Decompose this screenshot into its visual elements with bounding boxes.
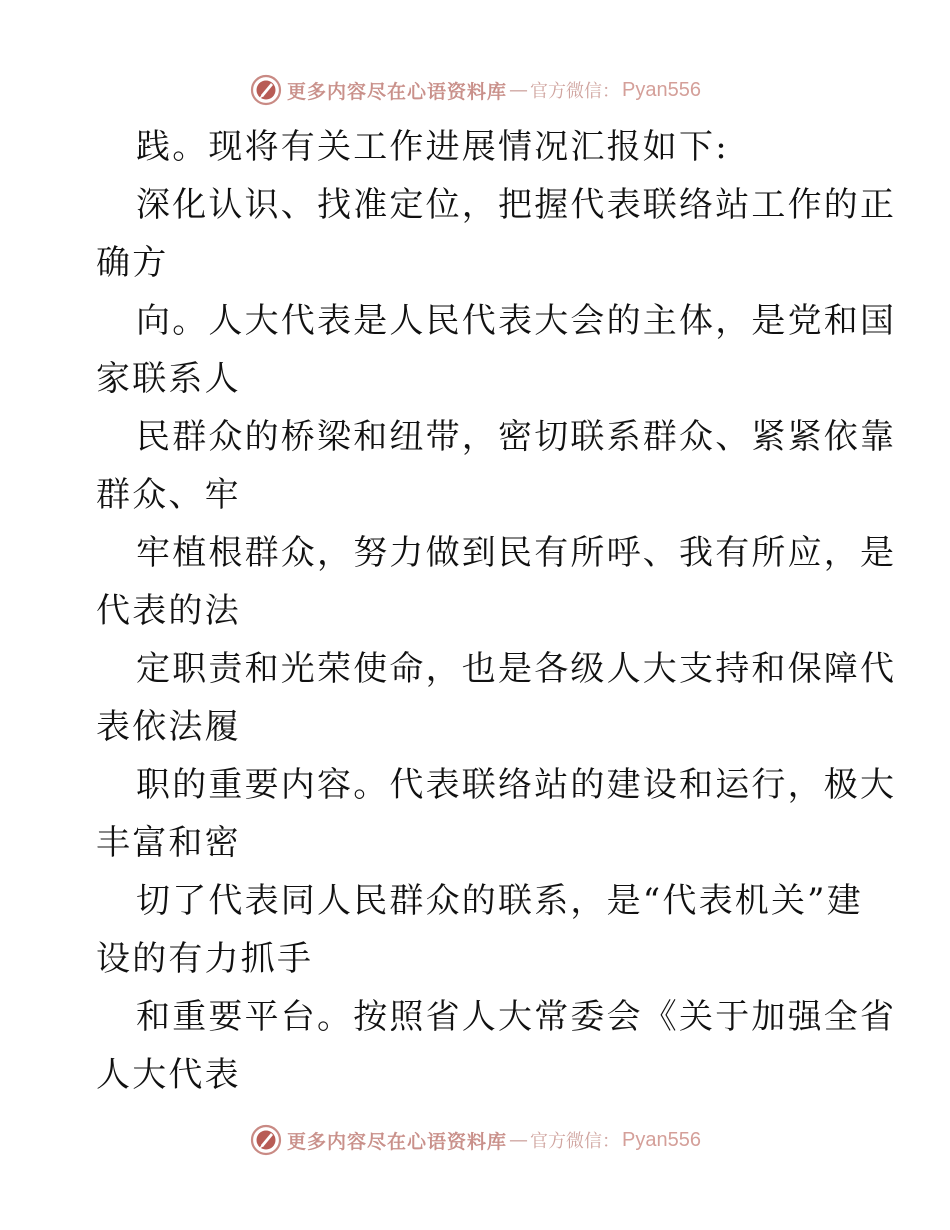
watermark-dash: — [509,1129,529,1151]
quill-logo-icon [249,73,283,107]
paragraph-line: 职的重要内容。代表联络站的建设和运行，极大 [136,765,897,805]
watermark-label: 官方微信： [530,1131,621,1152]
paragraph-line: 向。人大代表是人民代表大会的主体，是党和国 [136,301,897,341]
paragraph-line: 家联系人 [96,359,241,399]
paragraph-line: 定职责和光荣使命，也是各级人大支持和保障代 [136,649,897,689]
paragraph-line: 代表的法 [96,591,241,631]
watermark-label: 官方微信： [530,81,621,102]
document-body [96,118,897,1104]
watermark-id: Pyan556 [622,1128,701,1151]
watermark-site: 更多内容尽在心语资料库 [287,80,508,103]
paragraph-line: 民群众的桥梁和纽带，密切联系群众、紧紧依靠 [136,417,897,457]
paragraph-line: 表依法履 [96,707,241,747]
paragraph-line: 践。现将有关工作进展情况汇报如下: [136,127,729,167]
watermark-dash: — [509,79,529,101]
paragraph-line: 和重要平台。按照省人大常委会《关于加强全省 [136,997,897,1037]
paragraph-line: 人大代表 [96,1055,241,1095]
paragraph-line: 确方 [96,243,169,283]
watermark-site: 更多内容尽在心语资料库 [287,1130,508,1153]
paragraph-line: 丰富和密 [96,823,241,863]
paragraph-line: 切了代表同人民群众的联系，是“代表机关”建 [136,881,863,921]
watermark-id: Pyan556 [622,78,701,101]
quill-logo-icon [249,1123,283,1157]
paragraph-line: 牢植根群众，努力做到民有所呼、我有所应，是 [136,533,897,573]
footer-watermark [0,1120,950,1160]
paragraph-line: 群众、牢 [96,475,241,515]
header-watermark [0,70,950,110]
paragraph-line: 深化认识、找准定位，把握代表联络站工作的正 [136,185,897,225]
paragraph-line: 设的有力抓手 [96,939,314,979]
